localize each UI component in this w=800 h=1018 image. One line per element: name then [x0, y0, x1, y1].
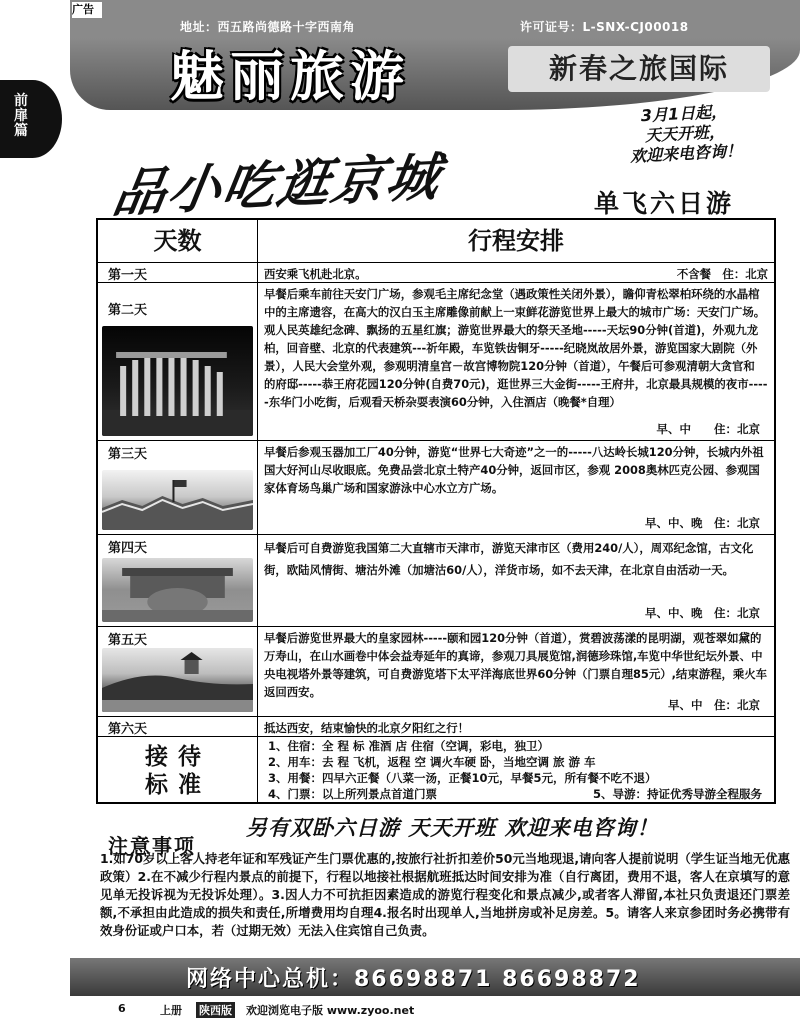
standard-transport: 2、用车：去 程 飞机，返程 空 调火车硬 卧，当地空调 旅 游 车 [268, 755, 596, 769]
meal-lodging: 不含餐 住：北京 [676, 267, 768, 281]
day-cell [98, 440, 258, 534]
meal-lodging: 早、中、晚 住：北京 [645, 516, 760, 530]
ad-label: 广告 [72, 2, 102, 18]
day-label: 第一天 [108, 268, 148, 282]
schedule-text: 早餐后参观玉器加工厂40分钟，游览“世界七大奇迹”之一的-----八达岭长城120分钟，长城内外祖国大好河山尽收眼底。免费品尝北京土特产40分钟，返回市区，参观 2008奥林匹克公园、参观国家体育场鸟巢广场和国家游泳中心水立方广场。 [264, 445, 764, 495]
schedule-text: 抵达西安，结束愉快的北京夕阳红之行！ [264, 721, 470, 735]
day-label: 第六天 [108, 722, 148, 736]
schedule-cell [258, 262, 774, 282]
day-cell [98, 262, 258, 282]
notice-title: 注意事项 [108, 834, 196, 858]
website-text: 欢迎浏览电子版 www.zyoo.net [246, 1004, 415, 1017]
promo-line: 欢迎来电咨询！ [629, 141, 743, 166]
column-header-schedule: 行程安排 [468, 227, 564, 255]
campaign-title: 品小吃逛京城 [108, 146, 446, 225]
standards-label-cell [98, 736, 258, 802]
schedule-text: 早餐后游览世界最大的皇家园林-----颐和园120分钟（首道），赏碧波荡漾的昆明湖，观苍翠如黛的万寿山，在山水画卷中体会益寿延年的真谛，参观刀具展览馆,润德珍珠馆,车览中华世纪坛外景、中央电视塔外景等建筑，可自费游览塔下太平洋海底世界60分钟（门票自理85元）,结束游程，乘火车返回西安。 [264, 631, 768, 699]
meal-lodging: 早、中、晚 住：北京 [645, 606, 760, 620]
promo-line: 3月1日起， [640, 101, 728, 126]
day-label: 第三天 [108, 447, 148, 462]
standard-meals: 3、用餐：四早六正餐（八菜一汤，正餐10元，早餐5元，所有餐不吃不退） [268, 771, 657, 785]
schedule-text: 西安乘飞机赴北京。 [264, 267, 367, 281]
meal-lodging: 早、中 住：北京 [656, 422, 760, 436]
schedule-text: 早餐后乘车前往天安门广场，参观毛主席纪念堂（遇政策性关闭外景），瞻仰青松翠柏环绕的水晶棺中的主席遗容，在高大的汉白玉主席雕像前献上一束鲜花游览世界上最大的城市广场：天安门广场。观人民英雄纪念碑、飘扬的五星红旗；游览世界最大的祭天圣地-----天坛90分钟(首道)，外观九龙柏，回音壁、北京的代表建筑---祈年殿，车览铁齿铜牙-----纪晓岚故居外景，游览国家大剧院（外景），人民大会堂外观，参观明清皇宫－故宫博物院120分钟（首道），午餐后可参观清朝大贪官和 的府邸-----恭王府花园120分钟(自费70元)，逛世界三大金街-----王府井，北京最具规模的夜市-----东华门小吃街，后观看天桥杂耍表演60分钟，入住酒店（晚餐*自理） [264, 287, 768, 409]
schedule-cell [258, 716, 774, 736]
brand-logo-text: 魅丽旅游 [170, 44, 410, 108]
schedule-cell [258, 626, 774, 716]
standards-row [268, 786, 768, 802]
standards-label-line: 标准 [145, 771, 211, 798]
agency-address: 地址：西五路尚德路十字西南角 [180, 20, 356, 34]
hotline-number: 网络中心总机：86698871 86698872 [186, 967, 641, 992]
standard-lodging: 1、住宿：全 程 标 准酒 店 住宿（空调，彩电，独卫） [268, 739, 550, 753]
notice-body: 1.如70岁以上客人持老年证和军残证产生门票优惠的,按旅行社折扣差价50元当地现退,请向客人提前说明（学生证当地无优惠政策）2.在不减少行程内景点的前提下，行程以地接社根据航班抵达时间安排为准（自行离团，费用不退，客人在京填写的意见单无投诉视为无投诉处理）。3.因人力不可抗拒因素造成的游览行程变化和景点减少,或者客人滞留,本社只负责退还门票差额,不承担由此造成的损失和责任,所增费用均自理4.报名时出现单人,当地拼房或补足房差。5。请客人来京参团时务必携带有效身份证或户口本，若（过期无效）无法入住宾馆自己负责。 [100, 851, 790, 938]
schedule-cell [258, 282, 774, 440]
volume-label: 上册 [160, 1004, 182, 1017]
tagline: 另有双卧六日游 天天开班 欢迎来电咨询！ [246, 816, 659, 840]
meal-lodging: 早、中 住：北京 [668, 698, 760, 712]
promo-text [599, 100, 772, 169]
publication-badge: 陕西版 [196, 1002, 235, 1018]
promo-line: 天天开班， [644, 121, 726, 146]
standards-label-line: 接待 [145, 743, 211, 770]
tiananmen-night-photo [102, 326, 253, 436]
day-cell [98, 534, 258, 626]
section-tab-label: 前扉篇 [14, 93, 28, 139]
standard-guide: 5、导游：持证优秀导游全程服务 [593, 787, 762, 801]
standards-label [98, 743, 258, 799]
day-label: 第五天 [108, 633, 148, 648]
tour-name: 单飞六日游 [594, 189, 735, 218]
agency-name: 新春之旅国际 [508, 46, 770, 92]
standard-tickets: 4、门票：以上所列景点首道门票 [268, 787, 437, 801]
schedule-cell [258, 440, 774, 534]
license-number: 许可证号：L-SNX-CJ00018 [520, 20, 689, 34]
page-number: 6 [118, 1002, 126, 1015]
summer-palace-photo [102, 648, 253, 712]
day-cell [98, 282, 258, 440]
day-cell [98, 716, 258, 736]
day-label: 第四天 [108, 541, 148, 556]
day-cell [98, 626, 258, 716]
schedule-cell [258, 534, 774, 626]
great-wall-photo [102, 470, 253, 530]
tianjin-gate-photo [102, 558, 253, 622]
day-label: 第二天 [108, 303, 148, 318]
itinerary-table [96, 218, 776, 804]
standards-cell [258, 736, 774, 802]
column-header-days: 天数 [98, 220, 258, 262]
schedule-text: 早餐后可自费游览我国第二大直辖市天津市，游览天津市区（费用240/人），周邓纪念馆，古文化街，欧陆风情街、塘沽外滩（加塘沽60/人），洋货市场，如不去天津，在北京自由活动一天。 [264, 541, 754, 577]
